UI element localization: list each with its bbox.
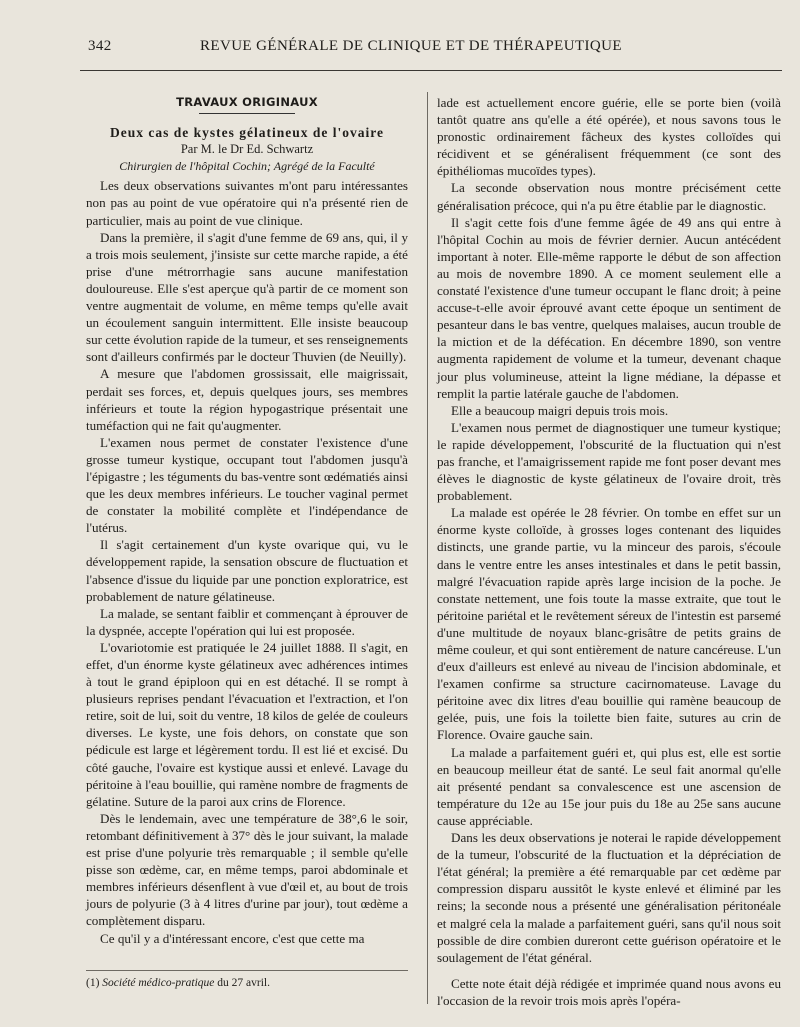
footnote-rule: [86, 970, 408, 971]
paragraph: La malade, se sentant faiblir et commençant à éprouver de la dyspnée, accepte l'opération qui lui est proposée.: [86, 605, 408, 638]
paragraph: lade est actuellement encore guérie, elle se porte bien (voilà tantôt quatre ans qu'elle a été opérée), et nous savons tous le pronostic ordinairement fâcheux des kystes colloïdes qui récidivent et se généralisent fréquemment (ce sont des épithéliomas mucoïdes types).: [437, 95, 781, 179]
paragraph: Dans les deux observations je noterai le rapide développement de la tumeur, l'obscurité de la fluctuation et la dépréciation de l'état général; la première a été remarquable par cet œdème par compression disparu aussitôt le kyste enlevé et éliminé par les reins; la seconde nous a présenté une généralisation péritonéale et malgré cela la malade a parfaitement guéri, sans qu'il nous soit possible de dire combien dureront cette guérison opératoire et le soulagement de l'état général.: [437, 830, 781, 965]
paragraph: Il s'agit certainement d'un kyste ovarique qui, vu le développement rapide, la sensation obscure de fluctuation et l'absence d'issue du liquide par une ponction exploratrice, est probablement de nature gélatineuse.: [86, 537, 408, 604]
left-column: [86, 94, 408, 947]
paragraph: Dans la première, il s'agit d'une femme de 69 ans, qui, il y a trois mois seulement, j'insiste sur cette marche rapide, a été prise d'une métrorrhagie sans aucune manifestation douloureuse. Elle s'est aperçue qu'à partir de ce moment son ventre augmentait de volume, en même temps qu'elle avait un écoulement sanguin intermittent. Elle insiste beaucoup sur cette évolution rapide de la tumeur, et ses renseignements sont d'ailleurs confirmés par le docteur Thuvien (de Neuilly).: [86, 229, 408, 365]
paragraph: Elle a beaucoup maigri depuis trois mois.: [451, 402, 669, 418]
paragraph: Dès le lendemain, avec une température de 38°,6 le soir, retombant définitivement à 37° dès le jour suivant, la malade est prise d'une polyurie très remarquable ; il semble qu'elle pisse son œdème, car, en même temps, paroi abdominale et membres inférieurs désenflent à vue d'œil et, au bout de trois jours de polyurie (3 à 4 litres d'urine par jour), tout œdème a complètement disparu.: [86, 810, 408, 929]
footnote-journal: Société médico-pratique: [102, 977, 215, 989]
page-number: 342: [88, 38, 112, 54]
article-title: Deux cas de kystes gélatineux de l'ovaire: [110, 125, 384, 141]
paragraph: La malade est opérée le 28 février. On tombe en effet sur un énorme kyste colloïde, à grosses loges contenant des liquides distincts, une grande partie, vu la minceur des parois, s'écoule dans le ventre entre les anses intestinales et dans le petit bassin, malgré l'évacuation rapide après large incision de la poche. Je constate nettement, une fois toute la masse extraite, que tout le péritoine pariétal et le revêtement séreux de l'intestin est parsemé d'une multitude de noyaux blanc-grisâtre de petits grains de même couleur, et qui sont entièrement de nature cancéreuse. L'un d'eux d'ailleurs est enlevé au niveau de l'incision abdominale, et l'examen confirme sa structure cacirnomateuse. Lavage du péritoine avec dix litres d'eau bouillie qui ramène beaucoup de gelée, puis, une fois la toilette bien faite, sutures au crin de Florence. Ovaire gauche sain.: [437, 505, 781, 743]
section-title: TRAVAUX ORIGINAUX: [176, 95, 318, 109]
section-rule: [199, 113, 295, 114]
right-column: [437, 94, 781, 1009]
author-affiliation: Chirurgien de l'hôpital Cochin; Agrégé de la Faculté: [119, 159, 375, 174]
article-byline: Par M. le Dr Ed. Schwartz: [180, 142, 314, 157]
footnote-marker: (1): [86, 977, 100, 989]
paragraph: A mesure que l'abdomen grossissait, elle maigrissait, perdait ses forces, et, depuis quelques jours, ses membres inférieurs et toute la région hypogastrique présentait une tuméfaction qui ne fait qu'augmenter.: [86, 366, 408, 433]
paragraph: Il s'agit cette fois d'une femme âgée de 49 ans qui entre à l'hôpital Cochin au mois de février dernier. Aucun antécédent important à noter. Elle-même rapporte le début de son affection au mois de novembre 1890. A ce moment seulement elle a constaté l'existence d'une tumeur occupant le flanc droit; à peine accuse-t-elle avoir éprouvé avant cette époque un sentiment de pesanteur dans le bas ventre, quelques malaises, aucun trouble de la miction et de la défécation. En décembre 1890, son ventre augmenta rapidement de volume et la tumeur, devenant chaque jour plus volumineuse, atteint la ligne médiane, la dépasse et remplit la partie latérale gauche de l'abdomen.: [437, 214, 781, 401]
column-divider: [427, 92, 428, 1004]
journal-title: REVUE GÉNÉRALE DE CLINIQUE ET DE THÉRAPEUTIQUE: [200, 38, 622, 54]
footnote-date: du 27 avril.: [217, 977, 270, 989]
paragraph: L'ovariotomie est pratiquée le 24 juillet 1888. Il s'agit, en effet, d'un énorme kyste gélatineux avec adhérences intimes à tout le grand épiploon qui en est détaché. Il se rompt à plusieurs reprises pendant l'évacuation et l'extraction, et l'on retire, soit de lui, soit du ventre, 18 kilos de gelée de couleurs diverses. Le kyste, une fois dehors, on constate que son pédicule est large et légèrement tordu. Il est lié et excisé. Du côté gauche, l'ovaire est kystique aussi et enlevé. Lavage du péritoine à l'eau bouillie, qui ramène nombre de fragments de gélatine. Suture de la paroi aux crins de Florence.: [86, 639, 408, 809]
running-head: [88, 38, 778, 58]
footnote: [86, 976, 408, 990]
paragraph: Ce qu'il y a d'intéressant encore, c'est que cette ma: [100, 930, 365, 946]
paragraph: Les deux observations suivantes m'ont paru intéressantes non pas au point de vue opératoire qui n'a présenté rien de particulier, mais au point de vue clinique.: [86, 178, 408, 228]
paragraph: La malade a parfaitement guéri et, qui plus est, elle est sortie en beaucoup meilleur état de santé. Le seul fait anormal qu'elle ait présenté pendant sa convalescence est une ascension de température du 12e au 15e jour puis du 18e au 25e sans aucune cause appréciable.: [437, 744, 781, 828]
paragraph: L'examen nous permet de constater l'existence d'une grosse tumeur kystique, occupant tout l'abdomen jusqu'à l'épigastre ; les téguments du bas-ventre sont œdématiés ainsi que les deux membres inférieurs. Le toucher vaginal permet de constater la mobilité complète et l'indépendance de l'utérus.: [86, 434, 408, 536]
paragraph: La seconde observation nous montre précisément cette généralisation précoce, qui n'a pu être établie par le diagnostic.: [437, 180, 781, 213]
paragraph: Cette note était déjà rédigée et imprimée quand nous avons eu l'occasion de la revoir trois mois après l'opéra-: [437, 975, 781, 1008]
header-rule: [80, 70, 782, 71]
paragraph: L'examen nous permet de diagnostiquer une tumeur kystique; le rapide développement, l'obscurité de la fluctuation qui n'est pas franche, et l'amaigrissement rapide me font poser devant mes élèves le diagnostic de kyste gélatineux de l'ovaire droit, très probablement.: [437, 419, 781, 504]
